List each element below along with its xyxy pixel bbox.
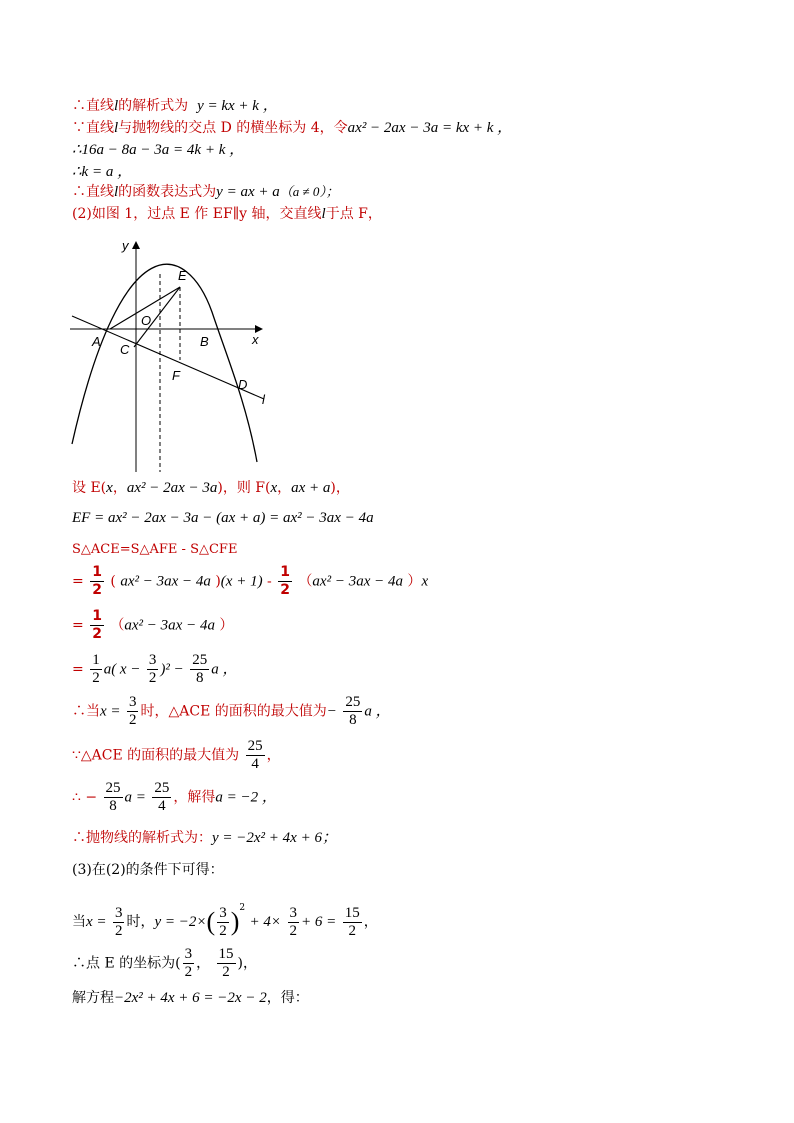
frac-half-4: $\frac{1}{2}$ [92,652,100,686]
label-y: y [122,238,129,253]
solve-a-line: ∴ − $\frac{25}{8}$ a = $\frac{25}{4}$ ，解得a = −2 ， [72,780,277,814]
calc-line-3: = $\frac{1}{2}$ a( x − $\frac{3}{2}$ )² − $\frac{25}{8}$ a ， [72,652,238,686]
line-4: ∴k = a ， [72,164,133,180]
frac-3-2-d: $\frac{3}{2}$ [219,904,227,939]
line-l [72,316,264,399]
area-definition: S△ACE=S△AFE - S△CFE [72,542,238,557]
frac-15-2-b: $\frac{15}{2}$ [218,946,234,980]
frac-15-2: $\frac{15}{2}$ [344,904,360,939]
frac-25-8: $\frac{25}{8}$ [192,652,208,686]
frac-3-2-f: $\frac{3}{2}$ [184,946,193,980]
frac-25-4-b: $\frac{25}{4}$ [154,780,170,814]
calc-line-1: = $\frac{1}{2}$ ( ax² − 3ax − 4a )(x + 1) - $\frac{1}{2}$ （ax² − 3ax − 4a ）x [72,564,429,598]
label-c: C [120,342,130,357]
frac-25-8-c: $\frac{25}{8}$ [105,780,121,814]
frac-25-8-b: $\frac{25}{8}$ [345,694,361,728]
ef-expression: EF = ax² − 2ax − 3a − (ax + a) = ax² − 3ax − 4a [72,510,374,526]
point-e-coordinates: ∴点 E 的坐标为( $\frac{3}{2}$ ， $\frac{15}{2}$ )， [72,946,258,980]
frac-3-2-c: $\frac{3}{2}$ [114,904,123,939]
line-5: ∴直线l的函数表达式为y = ax + a（a ≠ 0）； [72,184,339,200]
label-b: B [200,334,209,349]
label-l: l [262,392,265,407]
frac-25-4: $\frac{25}{4}$ [247,738,263,772]
label-f: F [172,368,180,383]
label-a: A [92,334,101,349]
step2-intro: (2)如图 1，过点 E 作 EF∥y 轴，交直线l于点 F， [72,206,382,222]
label-o: O [141,313,152,328]
parabola-result: ∴抛物线的解析式为：y = −2x² + 4x + 6； [72,830,337,846]
line-2: ∵直线l与抛物线的交点 D 的横坐标为 4，令ax² − 2ax − 3a = kx + k ， [72,120,513,136]
frac-half-2: $\frac{1}{2}$ [280,564,290,598]
figure-1 [62,232,292,478]
label-d: D [238,377,248,392]
solve-equation: 解方程−2x² + 4x + 6 = −2x − 2，得： [72,990,309,1006]
frac-3-2-b: $\frac{3}{2}$ [128,694,137,728]
parabola [72,264,257,462]
line-3: ∴16a − 8a − 3a = 4k + k ， [72,142,245,158]
frac-3-2: $\frac{3}{2}$ [148,652,157,686]
step3-when: 当x = $\frac{3}{2}$ 时，y = −2×( $\frac{3}{2}$ )$^2$ + 4× $\frac{3}{2}$ + 6 = $\frac{15}{2}$ ， [72,903,378,939]
label-e: E [178,268,187,283]
max-line-2: ∵△ACE 的面积的最大值为 $\frac{25}{4}$ ， [72,738,281,772]
step3-intro: (3)在(2)的条件下可得： [72,862,224,878]
frac-half: $\frac{1}{2}$ [92,564,102,598]
frac-half-3: $\frac{1}{2}$ [92,608,102,642]
calc-line-2: = $\frac{1}{2}$ （ax² − 3ax − 4a ） [72,608,234,642]
set-points: 设 E(x，ax² − 2ax − 3a)，则 F(x，ax + a)， [72,480,350,496]
max-line-1: ∴当x = $\frac{3}{2}$ 时，△ACE 的面积的最大值为− $\frac{25}{8}$ a ， [72,694,391,728]
line-1: ∴直线l的解析式为 y = kx + k ， [72,98,278,114]
label-x: x [252,332,259,347]
frac-3-2-e: $\frac{3}{2}$ [289,904,297,939]
